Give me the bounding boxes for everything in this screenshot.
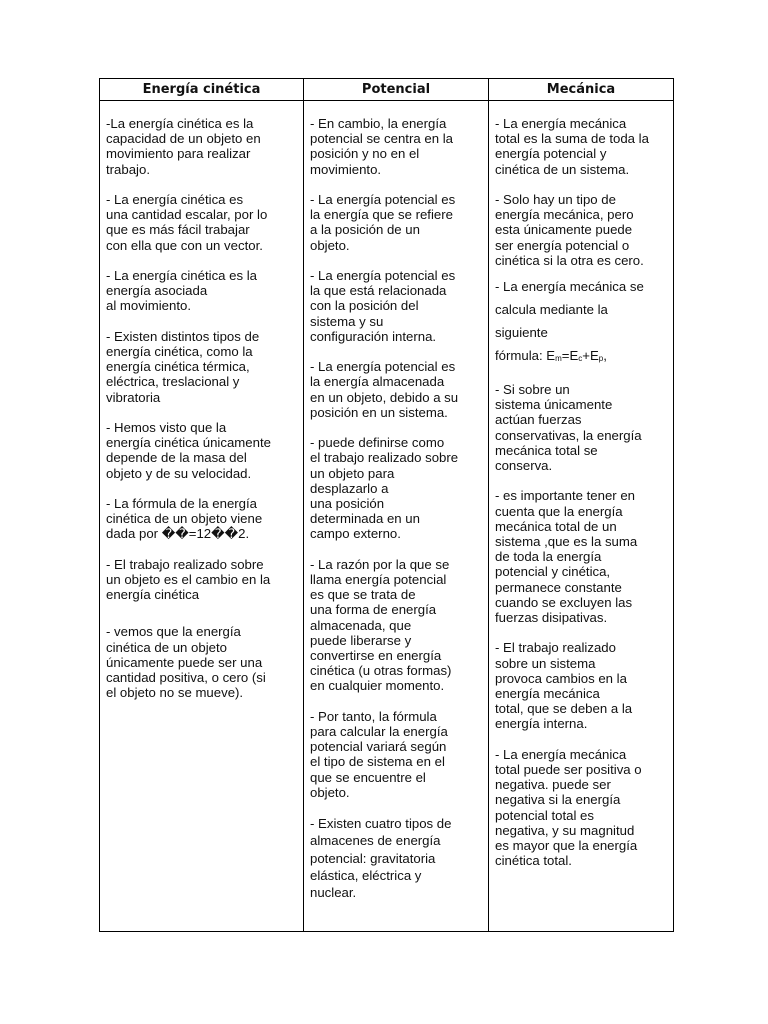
cinetica-paragraph: - vemos que la energía cinética de un objeto únicamente puede ser una cantidad positiva, o cero (si el objeto no se mueve). [106,624,266,701]
potencial-paragraph: - La energía potencial es la que está relacionada con la posición del sistema y su configuración interna. [310,268,456,344]
column-mecanica [489,101,673,931]
mecanica-paragraph: - El trabajo realizado sobre un sistema provoca cambios en la energía mecánica total, que se deben a la energía interna. [495,640,633,732]
potencial-paragraph: - puede definirse como el trabajo realizado sobre un objeto para desplazarlo a una posición determinada en un campo externo. [310,435,459,542]
mecanica-paragraph: - La energía mecánica total puede ser positiva o negativa. puede ser negativa si la energía potencial total es negativa, y su magnitud es mayor que la energía cinética total. [495,746,642,869]
header-mecanica: Mecánica [489,79,673,101]
mecanica-paragraph: - Si sobre un sistema únicamente actúan fuerzas conservativas, la energía mecánica total se conserva. [495,382,642,474]
potencial-paragraph: - Por tanto, la fórmula para calcular la energía potencial variará según el tipo de sistema en el que se encuentre el objeto. [310,708,448,800]
cinetica-paragraph: - La energía cinética es una cantidad escalar, por lo que es más fácil trabajar con ella que con un vector. [106,192,268,253]
potencial-paragraph: - La energía potencial es la energía almacenada en un objeto, debido a su posición en un sistema. [310,359,459,420]
potencial-paragraph: - La energía potencial es la energía que se refiere a la posición de un objeto. [310,192,456,253]
column-energia-cinetica [100,101,304,931]
cinetica-paragraph: - Hemos visto que la energía cinética únicamente depende de la masa del objeto y de su velocidad. [106,420,271,481]
potencial-paragraph: - La razón por la que se llama energía potencial es que se trata de una forma de energía almacenada, que puede liberarse y convertirse en energía cinética (u otras formas) en cualquier momento. [310,556,452,694]
header-energia-cinetica: Energía cinética [100,79,304,101]
cinetica-paragraph: - La energía cinética es la energía asociada al movimiento. [106,268,258,314]
mecanica-paragraph: - La energía mecánica se calcula mediante la siguiente [495,279,644,341]
mechanical-energy-formula: fórmula: $E_m=E_c+E_p$, [495,348,607,364]
potencial-paragraph: - En cambio, la energía potencial se centra en la posición y no en el movimiento. [310,116,453,177]
cinetica-formula-paragraph: - La fórmula de la energía cinética de un objeto viene dada por ��=12��2. [106,496,263,542]
cinetica-paragraph: - Existen distintos tipos de energía cinética, como la energía cinética térmica, eléctrica, treslacional y vibratoria [106,328,260,405]
header-potencial: Potencial [304,79,489,101]
mecanica-paragraph: - La energía mecánica total es la suma de toda la energía potencial y cinética de un sistema. [495,116,649,177]
cinetica-paragraph: - El trabajo realizado sobre un objeto es el cambio en la energía cinética [106,556,271,603]
mecanica-paragraph: - Solo hay un tipo de energía mecánica, pero esta únicamente puede ser energía potencial o cinética si la otra es cero. [495,192,644,268]
potencial-paragraph: - Existen cuatro tipos de almacenes de energía potencial: gravitatoria elástica, eléctrica y nuclear. [310,816,452,901]
comparison-table [99,78,674,932]
column-potencial [304,101,489,931]
cinetica-paragraph: -La energía cinética es la capacidad de un objeto en movimiento para realizar trabajo. [106,116,261,177]
mecanica-paragraph: - es importante tener en cuenta que la energía mecánica total de un sistema ,que es la suma de toda la energía potencial y cinética, permanece constante cuando se excluyen las fuerzas disipativas. [495,488,638,626]
